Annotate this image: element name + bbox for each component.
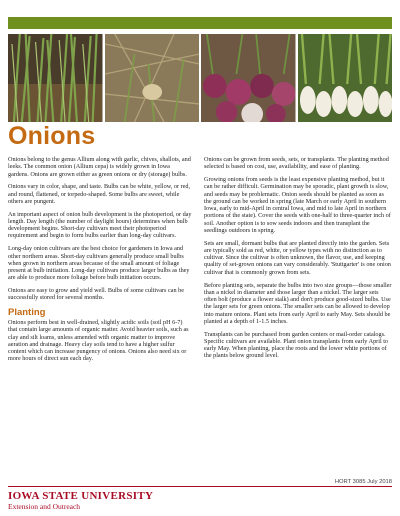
green-onions-photo <box>8 34 103 122</box>
photo-strip <box>8 34 392 122</box>
paragraph: Onions can be grown from seeds, sets, or transplants. The planting method selected is based on cost, use, availability, and ease of planting. <box>204 156 389 171</box>
section-heading-planting: Planting <box>8 307 46 319</box>
white-onions-photo <box>298 34 393 122</box>
paragraph: Growing onions from seeds is the least expensive planting method, but it can be rather difficult. Germination may be sporadic, plant growth is slow, and seeds may be problematic. Onion seeds should be planted as soon as the ground can be worked in spring (late March or early April in southern Iowa, early to mid-April in central Iowa, and mid to late April in northern portions of the state). Cover the seeds with one-half to three-quarter inch of soil. Another option is to sow seeds indoors and then transplant the seedlings outdoors in spring. <box>204 176 391 234</box>
paragraph: Onions perform best in well-drained, slightly acidic soils (soil pH 6-7) that contain large amounts of organic matter. Avoid heavier soils, such as clay and silt loams, unless amended with organic matter to improve aeration and drainage. Heavy clay soils tend to have a higher sulfur content which can increase pungency of onions. Onions also need six or more hours of direct sun each day. <box>8 319 189 363</box>
svg-text:IOWA STATE UNIVERSITY: IOWA STATE UNIVERSITY <box>8 490 154 502</box>
paragraph: An important aspect of onion bulb development is the photoperiod, or day length. Day length (the number of daylight hours) determines when bulb development begins. Short-day cultivars meet their photoperiod requirement and begin to form bulbs earlier than long-day cultivars. <box>8 210 192 240</box>
red-onions-photo <box>201 34 296 122</box>
footer-divider <box>8 486 392 487</box>
iowa-state-extension-logo <box>8 489 168 511</box>
paragraph: Sets are small, dormant bulbs that are planted directly into the garden. Sets are typically sold as red, white, or yellow types with no distinction as to cultivar. Since the cultivar is often unknown, the flavor, use, and keeping quality of set-grown onions can vary considerably. 'Stuttgarter' is one onion cultivar that is commonly grown from sets. <box>204 239 391 276</box>
paragraph: Onions belong to the genus Allium along with garlic, chives, shallots, and leeks. The common onion (Allium cepa) is widely grown in Iowa gardens. Onions are grown either as green onions or dry (storage) bulbs. <box>8 156 191 178</box>
header-color-bar <box>8 17 392 29</box>
paragraph: Long-day onion cultivars are the best choice for gardeners in Iowa and other northern areas. Short-day cultivars generally produce small bulbs when grown in northern areas because of the small amount of foliage present at bulb initiation. Long-day cultivars produce larger bulbs as they are able to produce more foliage before bulb initiation occurs. <box>8 245 190 282</box>
paragraph: Onions are easy to grow and yield well. Bulbs of some cultivars can be successfully stored for several months. <box>8 287 184 302</box>
paragraph: Transplants can be purchased from garden centers or mail-order catalogs. Specific cultivars are available. Plant onion transplants from early April to early May. When planting, place the roots and the lower white portions of the plants below ground level. <box>204 330 389 360</box>
paragraph: Before planting sets, separate the bulbs into two size groups—those smaller than a nickel in diameter and those larger than a nickel. The larger sets often bolt (produce a flower stalk) and don't produce good-sized bulbs. Use the larger sets for green onions. The smaller sets can be allowed to develop into mature onions. Plant sets from early April to early May. Sets should be planted at a depth of 1-1.5 inches. <box>204 281 392 325</box>
page-title: Onions <box>8 122 96 150</box>
left-column <box>8 156 192 368</box>
paragraph: Onions vary in color, shape, and taste. Bulbs can be white, yellow, or red, and round, flattened, or torpedo-shaped. Some bulbs are sweet, while others are pungent. <box>8 183 191 205</box>
publication-code: HORT 3085 July 2018 <box>334 479 392 485</box>
right-column <box>204 156 392 365</box>
onion-sets-photo <box>105 34 200 122</box>
svg-text:Extension and Outreach: Extension and Outreach <box>8 502 81 511</box>
